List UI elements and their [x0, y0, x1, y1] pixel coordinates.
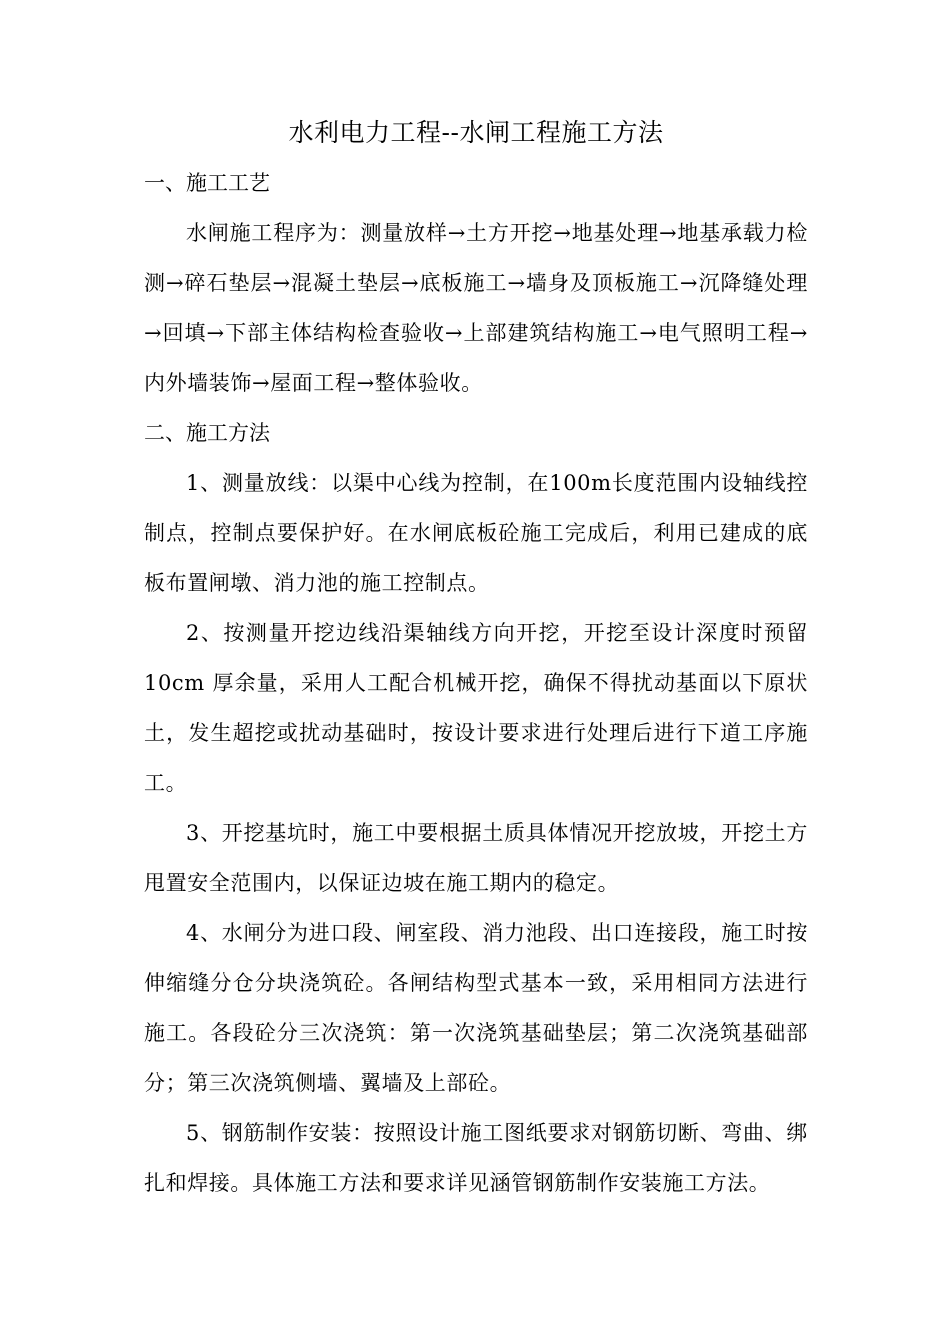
paragraph-rebar: 5、钢筋制作安装：按照设计施工图纸要求对钢筋切断、弯曲、绑扎和焊接。具体施工方法和要求详见涵管钢筋制作安装施工方法。	[144, 1121, 808, 1195]
paragraph-sluice-segments: 4、水闸分为进口段、闸室段、消力池段、出口连接段，施工时按伸缩缝分仓分块浇筑砼。各闸结构型式基本一致，采用相同方法进行施工。各段砼分三次浇筑：第一次浇筑基础垫层；第二次浇筑基础部分；第三次浇筑侧墙、翼墙及上部砼。	[144, 921, 808, 1095]
document-body	[144, 108, 808, 1208]
section-methods	[144, 408, 808, 1208]
section-heading-process: 一、施工工艺	[144, 171, 270, 195]
paragraph-process-sequence: 水闸施工程序为：测量放样→土方开挖→地基处理→地基承载力检测→碎石垫层→混凝土垫层→底板施工→墙身及顶板施工→沉降缝处理→回填→下部主体结构检查验收→上部建筑结构施工→电气照明工程→内外墙装饰→屋面工程→整体验收。	[144, 221, 808, 395]
paragraph-surveying: 1、测量放线：以渠中心线为控制，在100m长度范围内设轴线控制点，控制点要保护好。在水闸底板砼施工完成后，利用已建成的底板布置闸墩、消力池的施工控制点。	[144, 471, 808, 595]
document-title: 水利电力工程--水闸工程施工方法	[288, 118, 664, 147]
section-process	[144, 158, 808, 408]
section-heading-methods: 二、施工方法	[144, 421, 270, 445]
paragraph-foundation-pit: 3、开挖基坑时，施工中要根据土质具体情况开挖放坡，开挖土方甩置安全范围内，以保证边坡在施工期内的稳定。	[144, 821, 808, 895]
paragraph-excavation: 2、按测量开挖边线沿渠轴线方向开挖，开挖至设计深度时预留10cm 厚余量，采用人工配合机械开挖，确保不得扰动基面以下原状土，发生超挖或扰动基础时，按设计要求进行处理后进行下道工序施工。	[144, 621, 808, 795]
